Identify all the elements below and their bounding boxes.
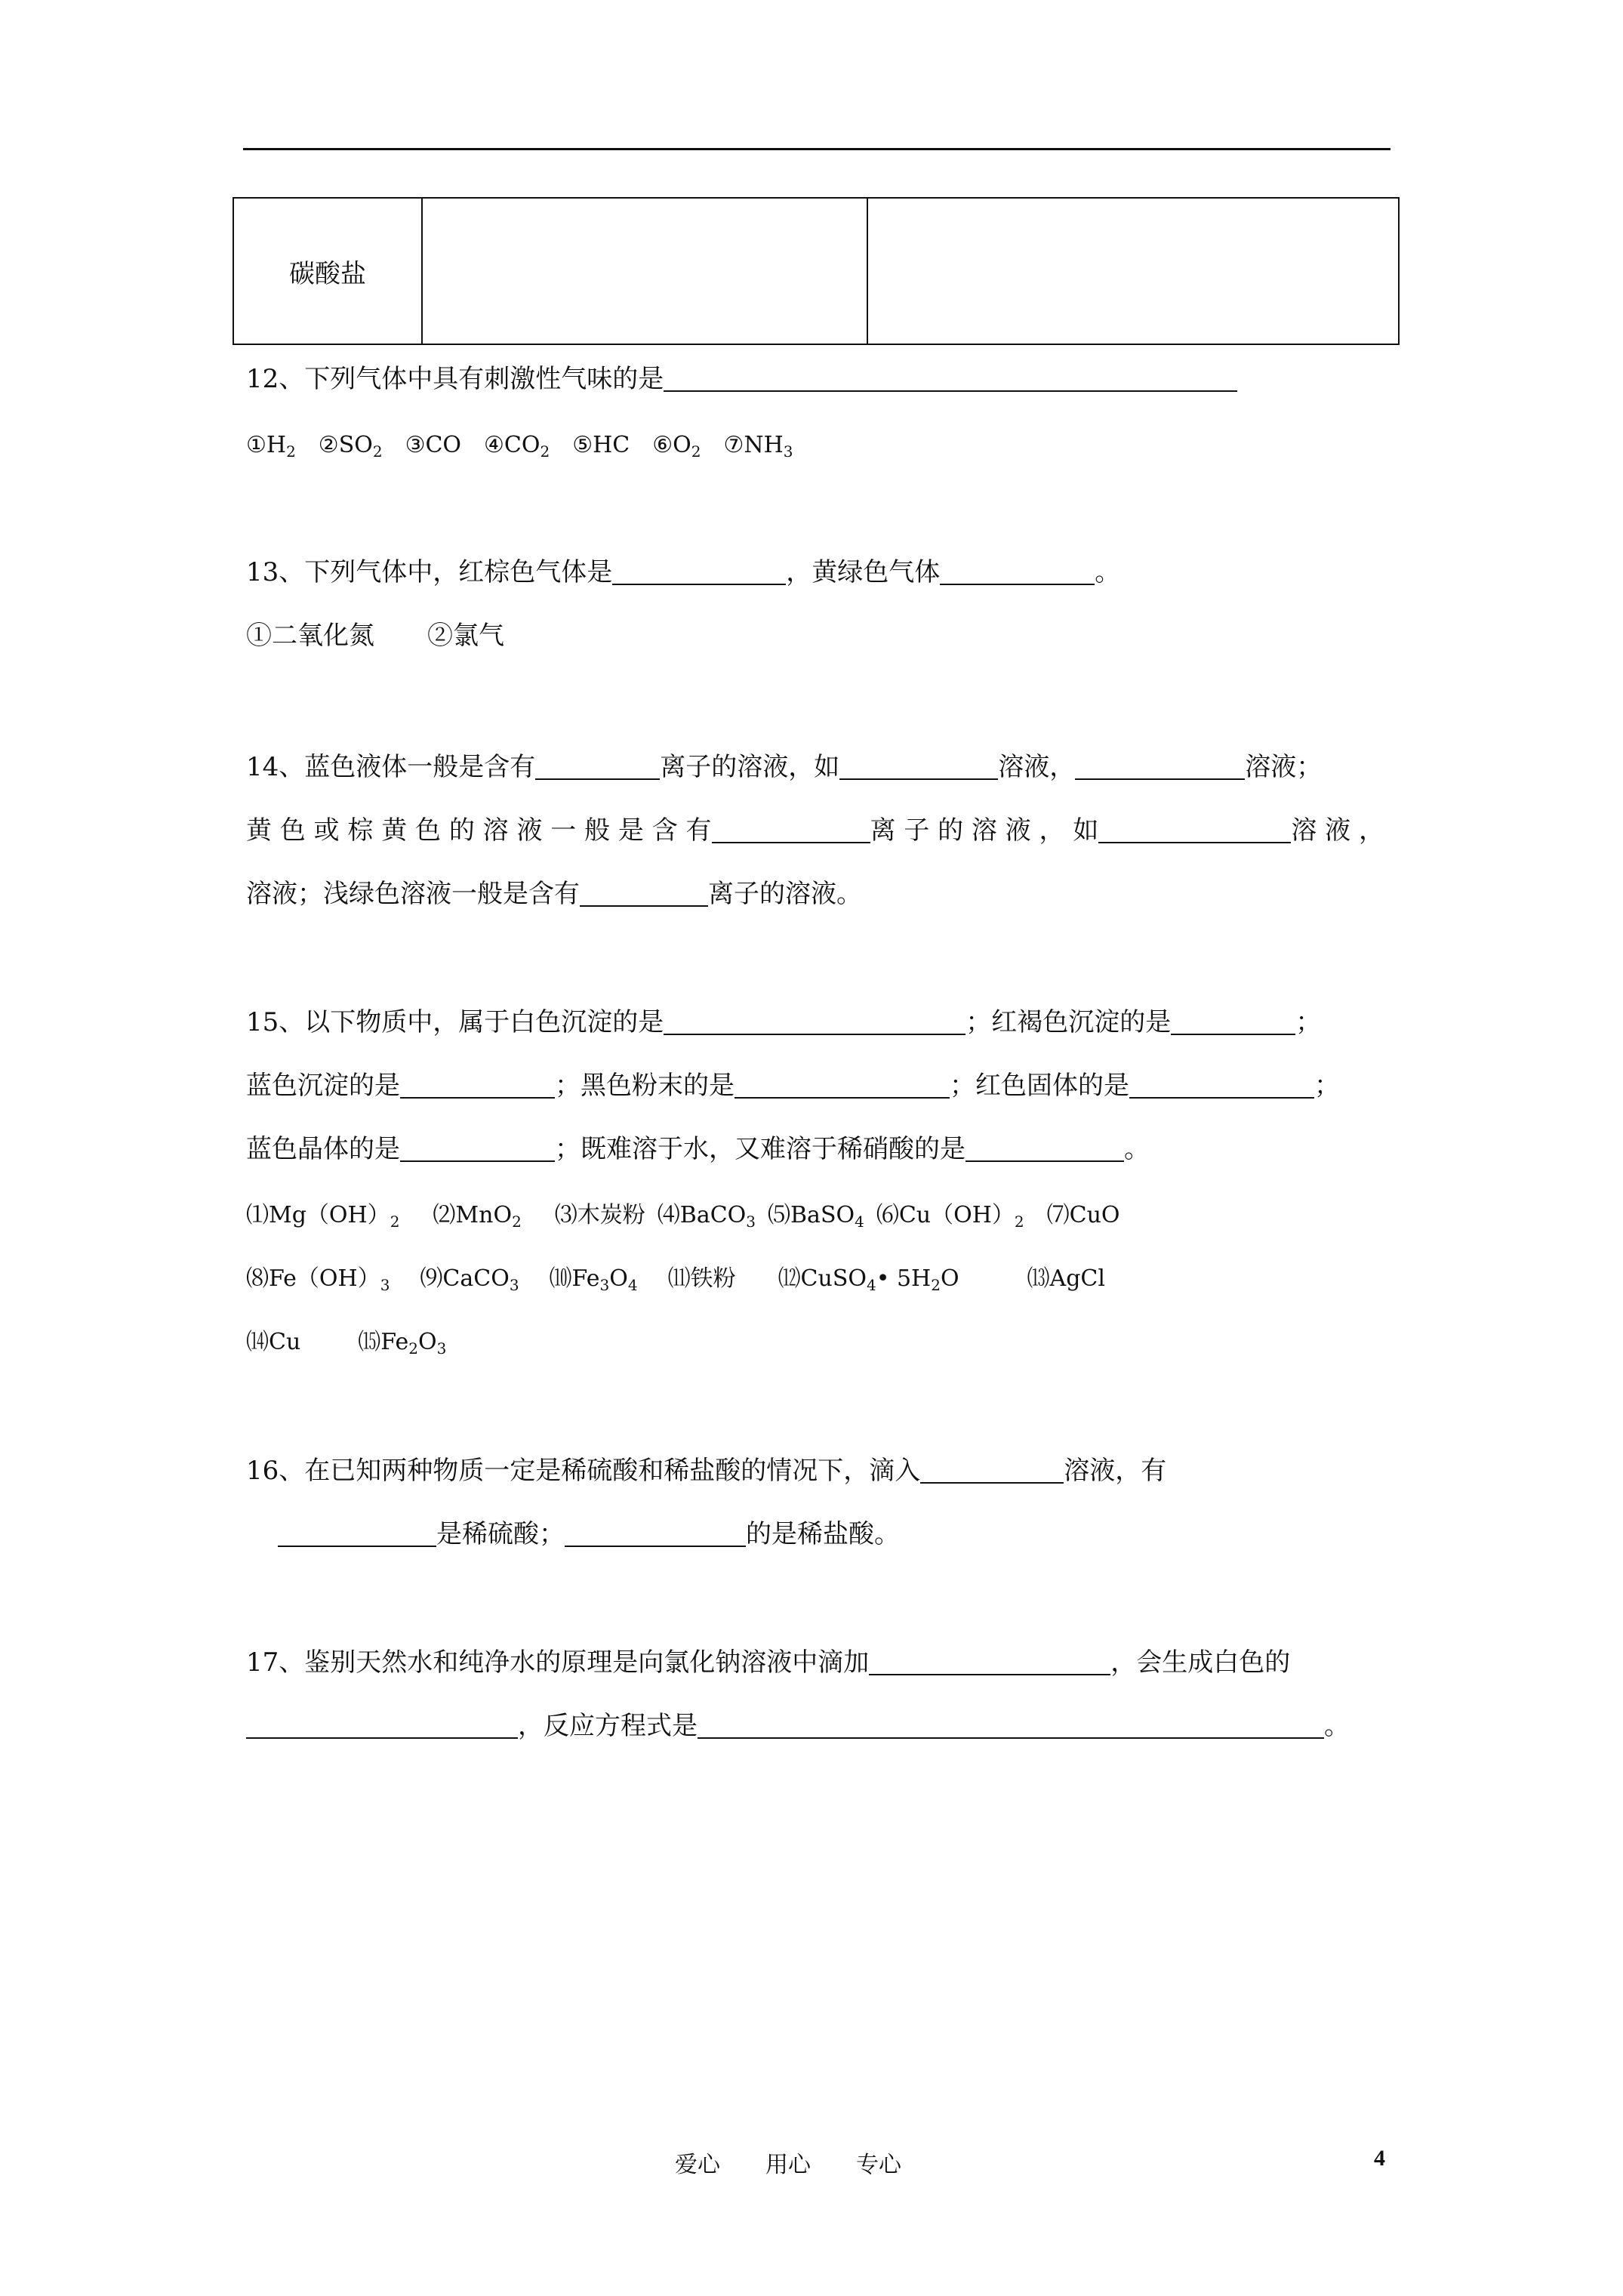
table-cell-blank[interactable]: [867, 198, 1399, 344]
answer-blank[interactable]: [400, 1133, 555, 1162]
answer-blank[interactable]: [400, 1070, 555, 1099]
header-rule: [243, 148, 1390, 150]
question-15-line-2: 蓝色沉淀的是 ；黑色粉末的是 ；红色固体的是 ；: [246, 1071, 1340, 1101]
question-15-options-1: $⑴Mg(OH)_2$ ⑵MnO$_2$ ⑶木炭粉 ⑷BaCO$_3$ ⑸BaSO$_4$ $⑹Cu(OH)_2$ ⑺CuO: [246, 1202, 1120, 1231]
answer-blank[interactable]: [1075, 751, 1245, 780]
answer-blank[interactable]: [735, 1070, 950, 1099]
question-16-line-2: 是稀硫酸； 的是稀盐酸。: [246, 1518, 1394, 1551]
page-number: 4: [1374, 2146, 1385, 2171]
answer-blank[interactable]: [535, 751, 660, 780]
answer-table: [233, 197, 1400, 345]
question-15-line-3: 蓝色晶体的是 ；既难溶于水，又难溶于稀硝酸的是 。: [246, 1134, 1150, 1164]
question-17-line-2: ，反应方程式是 。: [246, 1709, 1394, 1743]
answer-blank[interactable]: [580, 878, 708, 907]
question-15-options-2: $⑻Fe(OH)_3$ ⑼CaCO$_3$ $⑽Fe_3O_4$ ⑾铁粉 ⑿CuSO$_4$• $5H_2O$ ⒀AgCl: [246, 1265, 1105, 1294]
question-13-options: ①二氧化氮 ②氯气: [246, 621, 504, 651]
answer-blank[interactable]: [1098, 815, 1291, 843]
question-15-line-1: 15、以下物质中，属于白色沉淀的是 ；红褐色沉淀的是 ；: [246, 1007, 1322, 1037]
question-13: 13、下列气体中，红棕色气体是 ，黄绿色气体 。: [246, 557, 1121, 587]
question-14-line-2: 黄 色 或 棕 黄 色 的 溶 液 一 般 是 含 有 离 子 的 溶 液 ， 如 溶 液 ，: [246, 815, 1384, 846]
answer-blank[interactable]: [664, 1006, 965, 1035]
question-15-options-3: ⒁Cu $⒂Fe_2O_3$: [246, 1329, 447, 1358]
footer-motto: 爱心 用心 专心: [675, 2152, 901, 2178]
answer-blank[interactable]: [1129, 1070, 1314, 1099]
answer-blank[interactable]: [565, 1518, 746, 1547]
question-16-line-1: 16、在已知两种物质一定是稀硫酸和稀盐酸的情况下，滴入 溶液，有: [246, 1456, 1167, 1486]
answer-blank[interactable]: [920, 1455, 1064, 1484]
answer-blank[interactable]: [246, 1710, 518, 1739]
question-17-line-1: 17、鉴别天然水和纯净水的原理是向氯化钠溶液中滴加 ，会生成白色的: [246, 1647, 1291, 1678]
answer-blank[interactable]: [839, 751, 998, 780]
page-footer: [0, 2146, 1623, 2179]
question-12: 12、下列气体中具有刺激性气味的是: [246, 362, 1394, 396]
answer-blank[interactable]: [965, 1133, 1124, 1162]
answer-blank[interactable]: [940, 556, 1095, 585]
question-12-options: $①H_2$ $②SO_2$ ③CO $④CO_2$ ⑤HC $⑥O_2$ $⑦NH_3$: [246, 432, 793, 461]
answer-blank[interactable]: [1171, 1006, 1295, 1035]
answer-blank[interactable]: [698, 1710, 1324, 1739]
table-row-label: 碳酸盐: [233, 198, 422, 344]
answer-blank[interactable]: [712, 815, 870, 843]
table-cell-blank[interactable]: [422, 198, 867, 344]
answer-blank[interactable]: [278, 1518, 436, 1547]
answer-blank[interactable]: [664, 363, 1237, 392]
answer-blank[interactable]: [612, 556, 786, 585]
question-14-line-3: 溶液；浅绿色溶液一般是含有 离子的溶液。: [246, 879, 862, 909]
answer-blank[interactable]: [869, 1647, 1110, 1675]
table-row: [233, 198, 1399, 344]
question-14-line-1: 14、蓝色液体一般是含有 离子的溶液，如 溶液， 溶液；: [246, 752, 1323, 782]
